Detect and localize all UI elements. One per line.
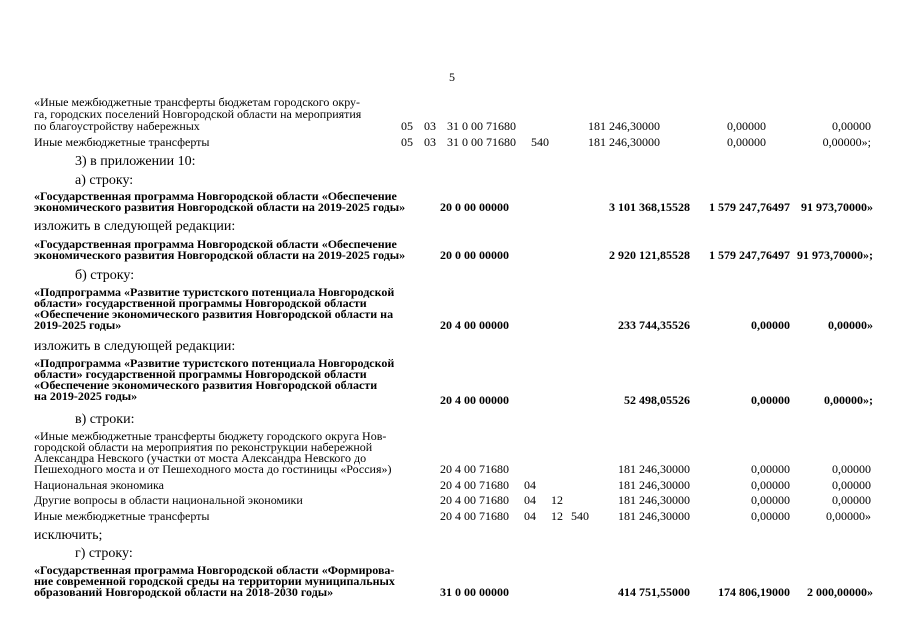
table-row-name-line: Национальная экономика (34, 478, 164, 492)
cell-value-2: 0,00000 (751, 478, 790, 492)
cell-pr: 12 (551, 493, 563, 507)
table-row-name-line: Иные межбюджетные трансферты (34, 135, 210, 149)
table-row-name-line: «Государственная программа Новгородской области «Формирова- (34, 563, 395, 577)
cell-value-1: 233 744,35526 (618, 318, 690, 332)
cell-value-2: 0,00000 (727, 135, 766, 149)
paragraph: в) строки: (75, 412, 135, 427)
table-row-name-line: «Государственная программа Новгородской области «Обеспечение (34, 189, 397, 203)
cell-value-1: 52 498,05526 (624, 393, 690, 407)
cell-csr: 20 0 00 00000 (440, 248, 509, 262)
cell-value-1: 181 246,30000 (618, 462, 690, 476)
cell-value-3: 0,00000 (832, 493, 871, 507)
paragraph: а) строку: (75, 173, 134, 188)
cell-value-2: 1 579 247,76497 (709, 200, 790, 214)
paragraph: изложить в следующей редакции: (34, 219, 236, 234)
table-row-name-line: Александра Невского (участки от моста Александра Невского до (34, 451, 367, 465)
table-row-name-line: «Государственная программа Новгородской области «Обеспечение (34, 237, 397, 251)
cell-csr: 20 4 00 00000 (440, 393, 509, 407)
cell-csr: 31 0 00 71680 (447, 135, 516, 149)
table-row-name-line: «Иные межбюджетные трансферты бюджету городского округа Нов- (34, 429, 387, 443)
table-row-name-line: 2019-2025 годы» (34, 318, 122, 332)
table-row-name-line: по благоустройству набережных (34, 119, 200, 133)
cell-rz: 05 (401, 135, 413, 149)
cell-value-2: 0,00000 (751, 462, 790, 476)
cell-rz: 04 (524, 509, 536, 523)
cell-vr: 540 (571, 509, 589, 523)
cell-value-3: 91 973,70000» (801, 200, 873, 214)
cell-csr: 20 4 00 71680 (440, 509, 509, 523)
cell-value-2: 1 579 247,76497 (709, 248, 790, 262)
table-row-name-line: ние современной городской среды на территории муниципальных (34, 574, 395, 588)
cell-pr: 12 (551, 509, 563, 523)
cell-value-1: 181 246,30000 (618, 493, 690, 507)
table-row-name-line: Другие вопросы в области национальной экономики (34, 493, 303, 507)
cell-value-3: 0,00000 (832, 462, 871, 476)
table-row-name-line: образований Новгородской области на 2018-2030 годы» (34, 585, 334, 599)
cell-value-3: 0,00000 (832, 119, 871, 133)
cell-csr: 31 0 00 00000 (440, 585, 509, 599)
cell-value-3: 2 000,00000» (807, 585, 873, 599)
table-row-name-line: Иные межбюджетные трансферты (34, 509, 210, 523)
cell-pr: 03 (424, 135, 436, 149)
table-row-name-line: экономического развития Новгородской области на 2019-2025 годы» (34, 200, 406, 214)
table-row-name-line: «Иные межбюджетные трансферты бюджетам городского окру- (34, 95, 361, 109)
paragraph: 3) в приложении 10: (75, 154, 196, 169)
table-row-name-line: области» государственной программы Новгородской области (34, 367, 367, 381)
paragraph: б) строку: (75, 268, 135, 283)
cell-csr: 31 0 00 71680 (447, 119, 516, 133)
cell-csr: 20 4 00 00000 (440, 318, 509, 332)
paragraph: г) строку: (75, 546, 133, 561)
cell-value-1: 181 246,30000 (618, 478, 690, 492)
cell-value-1: 181 246,30000 (588, 119, 660, 133)
cell-csr: 20 4 00 71680 (440, 478, 509, 492)
cell-csr: 20 4 00 71680 (440, 462, 509, 476)
cell-value-2: 174 806,19000 (718, 585, 790, 599)
table-row-name-line: на 2019-2025 годы» (34, 389, 138, 403)
table-row-name-line: «Подпрограмма «Развитие туристского потенциала Новгородской (34, 285, 395, 299)
cell-value-3: 0,00000»; (822, 135, 871, 149)
table-row-name-line: «Обеспечение экономического развития Новгородской области (34, 378, 378, 392)
cell-csr: 20 4 00 71680 (440, 493, 509, 507)
cell-value-3: 0,00000» (826, 509, 871, 523)
cell-rz: 05 (401, 119, 413, 133)
cell-value-2: 0,00000 (727, 119, 766, 133)
cell-pr: 03 (424, 119, 436, 133)
cell-value-1: 181 246,30000 (588, 135, 660, 149)
table-row-name-line: Пешеходного моста и от Пешеходного моста до гостиницы «Россия») (34, 462, 392, 476)
cell-value-1: 181 246,30000 (618, 509, 690, 523)
cell-value-1: 3 101 368,15528 (609, 200, 690, 214)
cell-value-2: 0,00000 (751, 509, 790, 523)
paragraph: исключить; (34, 528, 103, 543)
cell-csr: 20 0 00 00000 (440, 200, 509, 214)
cell-value-3: 0,00000» (828, 318, 873, 332)
table-row-name-line: «Подпрограмма «Развитие туристского потенциала Новгородской (34, 356, 395, 370)
cell-value-3: 91 973,70000»; (797, 248, 873, 262)
cell-rz: 04 (524, 478, 536, 492)
page-number: 5 (449, 70, 455, 84)
cell-value-2: 0,00000 (751, 318, 790, 332)
cell-vr: 540 (531, 135, 549, 149)
cell-value-1: 414 751,55000 (618, 585, 690, 599)
table-row-name-line: га, городских поселений Новгородской области на мероприятия (34, 107, 362, 121)
table-row-name-line: городской области на мероприятия по реконструкции набережной (34, 440, 373, 454)
table-row-name-line: «Обеспечение экономического развития Новгородской области на (34, 307, 394, 321)
table-row-name-line: области» государственной программы Новгородской области (34, 296, 367, 310)
paragraph: изложить в следующей редакции: (34, 339, 236, 354)
cell-value-1: 2 920 121,85528 (609, 248, 690, 262)
cell-value-2: 0,00000 (751, 493, 790, 507)
table-row-name-line: экономического развития Новгородской области на 2019-2025 годы» (34, 248, 406, 262)
cell-value-3: 0,00000 (832, 478, 871, 492)
cell-value-2: 0,00000 (751, 393, 790, 407)
cell-value-3: 0,00000»; (824, 393, 873, 407)
cell-rz: 04 (524, 493, 536, 507)
